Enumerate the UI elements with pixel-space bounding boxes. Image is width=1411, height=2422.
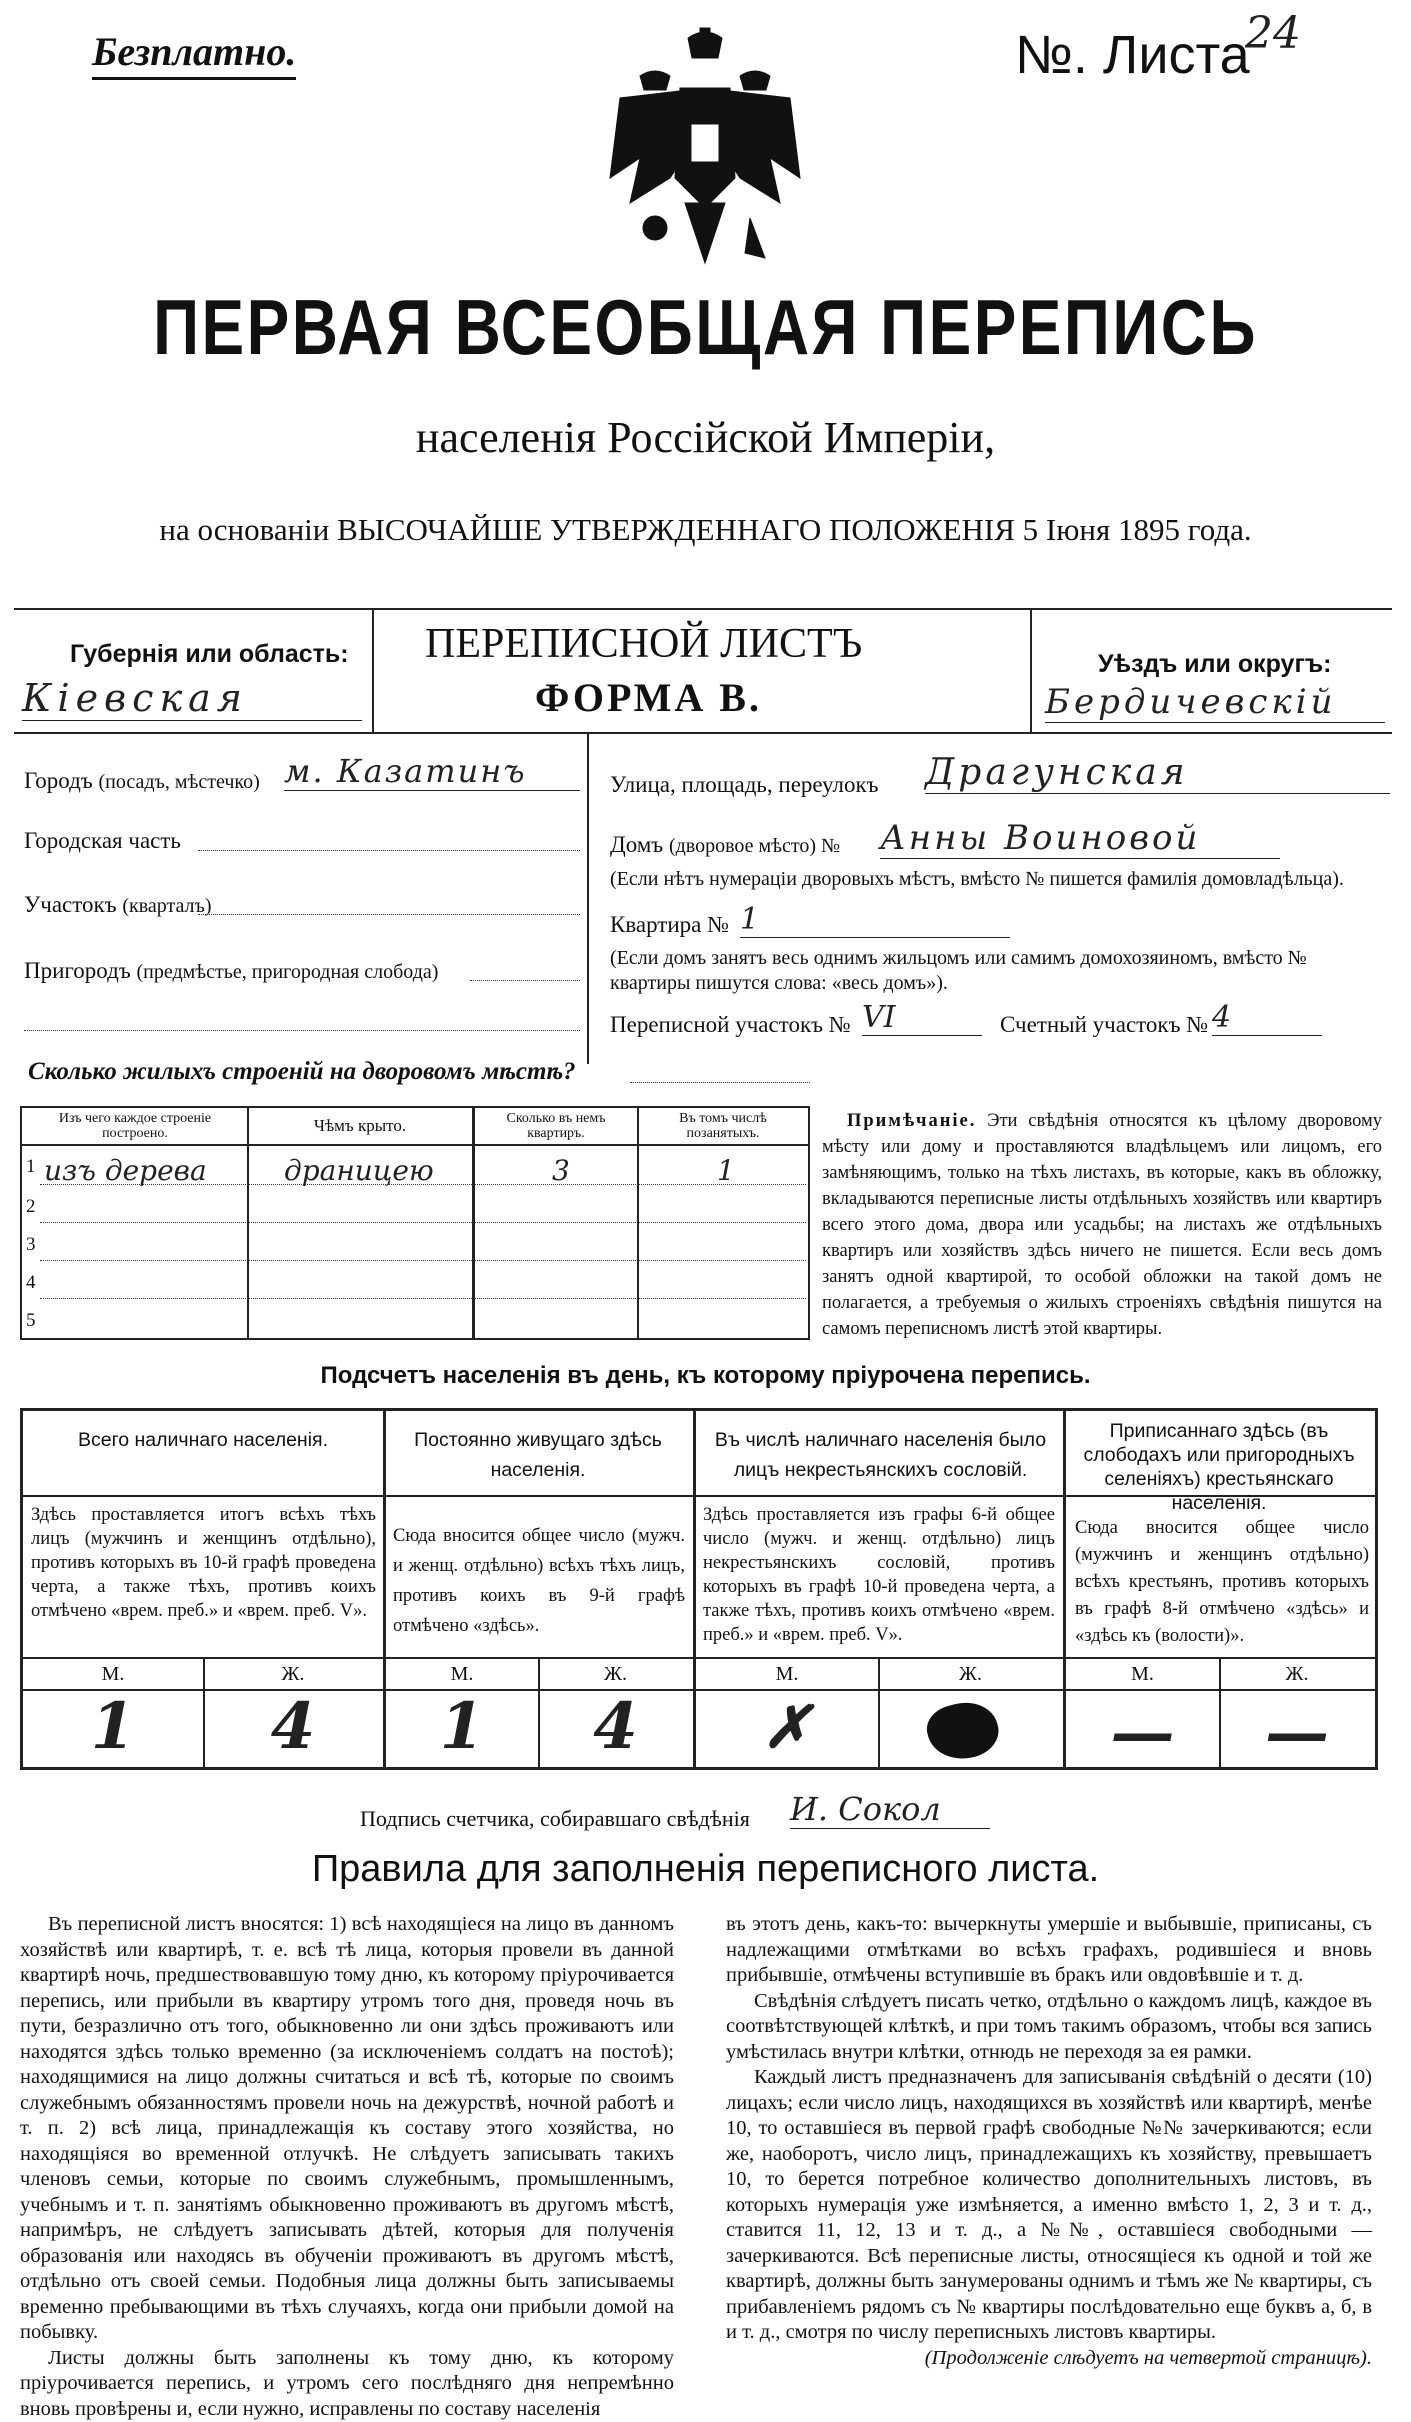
apartment-label: Квартира № <box>610 912 729 938</box>
row-line <box>40 1260 806 1261</box>
row-number: 5 <box>26 1310 36 1332</box>
pop-col4-header: Приписаннаго здѣсь (въ слободахъ или пригородныхъ селеніяхъ) крестьянскаго населенія. <box>1071 1419 1367 1515</box>
free-label: Безплатно. <box>92 28 296 80</box>
pop-col4-m-label: М. <box>1066 1663 1219 1686</box>
pop-col2-header: Постоянно живущаго здѣсь населенія. <box>403 1425 673 1485</box>
pop-col1-text: Здѣсь проставляется итогъ всѣхъ тѣхъ лицъ (мужчинъ и женщинъ отдѣльно), противъ которыхъ въ 10-й графѣ проведена черта, а также тѣхъ, противъ коихъ отмѣчено «врем. преб.» и «врем. преб. V». <box>31 1503 376 1623</box>
pop-col2-f-label: Ж. <box>538 1663 693 1686</box>
row-apartments: 3 <box>552 1154 570 1187</box>
street-value: Драгунская <box>925 752 1390 794</box>
pop-col4-f-value: — <box>1219 1695 1375 1770</box>
population-table <box>20 1408 1378 1770</box>
form-title: ПЕРЕПИСНОЙ ЛИСТЪ <box>425 620 862 668</box>
census-district-value: VI <box>862 1000 982 1036</box>
buildings-answer-field <box>630 1082 810 1083</box>
suburb-label: Пригородъ (предмѣстье, пригородная слобода) <box>24 958 438 984</box>
table-row <box>22 1304 808 1338</box>
table-row <box>22 1228 808 1266</box>
rules-column-1 <box>20 1912 674 2422</box>
ink-blot <box>922 1695 1004 1767</box>
buildings-question: Сколько жилыхъ строеній на дворовомъ мѣстѣ? <box>28 1058 576 1086</box>
table-row <box>22 1190 808 1228</box>
document-subtitle: населенія Россійской Имперіи, <box>0 412 1411 463</box>
row-material: изъ дерева <box>44 1154 207 1187</box>
census-district-label: Переписной участокъ № <box>610 1012 851 1038</box>
sheet-number-value: 24 <box>1245 8 1301 59</box>
row-line <box>40 1222 806 1223</box>
city-value: м. Казатинъ <box>284 752 580 791</box>
guberniya-value: Кіевская <box>22 676 362 721</box>
row-number: 2 <box>26 1196 36 1218</box>
row-line <box>40 1184 806 1185</box>
pop-col4-m-value: — <box>1066 1695 1219 1770</box>
uchastok-label: Участокъ (кварталъ) <box>24 892 212 918</box>
row-roof: драницею <box>284 1154 434 1187</box>
table-row <box>22 1152 808 1190</box>
buildings-header-apartments: Сколько въ немъ квартиръ. <box>478 1111 634 1141</box>
note-title: Примѣчаніе. <box>847 1111 976 1131</box>
street-label: Улица, площадь, переулокъ <box>610 772 879 798</box>
row-number: 3 <box>26 1234 36 1256</box>
pop-col3-m-value: ✗ <box>696 1693 878 1761</box>
divider <box>23 1657 1375 1659</box>
pop-col2-m-value: 1 <box>386 1689 538 1764</box>
pop-col1-f-value: 4 <box>203 1689 383 1764</box>
signature-value: И. Сокол <box>790 1790 990 1829</box>
signature-label: Подпись счетчика, собиравшаго свѣдѣнія <box>360 1806 750 1832</box>
buildings-header-occupied: Въ томъ числѣ позанятыхъ. <box>642 1111 804 1141</box>
apartment-note: (Если домъ занятъ весь однимъ жильцомъ или самимъ домохозяиномъ, вмѣсто № квартиры пишутся слова: «весь домъ»). <box>610 946 1390 996</box>
form-name: ФОРМА В. <box>535 674 762 721</box>
pop-col1-m-label: М. <box>23 1663 203 1686</box>
pop-col2-text: Сюда вносится общее число (мужч. и женщ. отдѣльно) всѣхъ тѣхъ лицъ, противъ коихъ въ 9-й графѣ отмѣчено «здѣсь». <box>393 1521 685 1641</box>
pop-col1-m-value: 1 <box>23 1689 203 1764</box>
double-headed-eagle-emblem <box>600 28 810 278</box>
divider <box>1030 608 1032 732</box>
divider <box>587 734 589 1064</box>
row-occupied: 1 <box>717 1154 735 1187</box>
row-line <box>40 1298 806 1299</box>
buildings-header-roof: Чѣмъ крыто. <box>252 1116 468 1136</box>
population-title: Подсчетъ населенія въ день, къ которому пріурочена перепись. <box>0 1362 1411 1390</box>
pop-col4-f-label: Ж. <box>1219 1663 1375 1686</box>
city-part-label: Городская часть <box>24 828 181 854</box>
rules-column-2 <box>726 1912 1372 2371</box>
pop-col3-f-label: Ж. <box>878 1663 1063 1686</box>
apartment-value: 1 <box>740 902 1010 938</box>
pop-col4-text: Сюда вносится общее число (мужчинъ и женщинъ отдѣльно) всѣхъ крестьянъ, противъ которыхъ въ графѣ 8-й отмѣчено «здѣсь» и «здѣсь къ (волости)». <box>1075 1515 1369 1650</box>
uchastok-field <box>198 914 580 915</box>
suburb-field-2 <box>24 1030 580 1031</box>
divider <box>372 608 374 732</box>
divider <box>14 732 1392 734</box>
house-label: Домъ (дворовое мѣсто) № <box>610 832 840 858</box>
pop-col3-m-label: М. <box>696 1663 878 1686</box>
buildings-header-material: Изъ чего каждое строеніе построено. <box>26 1111 244 1141</box>
rules-paragraph: въ этотъ день, какъ-то: вычеркнуты умершіе и выбывшіе, приписаны, съ надлежащими отмѣтками во всѣхъ графахъ, родившіеся и вновь прибывшіе, отмѣчены вступившіе въ бракъ или овдовѣвшіе и т. д. <box>726 1912 1372 1989</box>
note <box>822 1108 1382 1342</box>
row-number: 1 <box>26 1156 36 1178</box>
rules-paragraph: Свѣдѣнія слѣдуетъ писать четко, отдѣльно о каждомъ лицѣ, каждое въ соотвѣтствующей клѣткѣ, и при томъ такимъ образомъ, чтобы вся запись умѣстилась внутри клѣтки, отнюдь не переходя за ея рамки. <box>726 1989 1372 2066</box>
sheet-number-label: №. Листа <box>1015 24 1250 86</box>
rules-paragraph: Листы должны быть заполнены къ тому дню, къ которому пріурочивается перепись, и утромъ сего послѣдняго дня непремѣнно вновь провѣрены и, если нужно, исправлены по составу населенія <box>20 2346 674 2422</box>
divider <box>22 1144 808 1146</box>
table-row <box>22 1266 808 1304</box>
guberniya-label: Губернія или область: <box>70 640 349 669</box>
count-district-value: 4 <box>1212 1000 1322 1036</box>
pop-col3-text: Здѣсь проставляется изъ графы 6-й общее число (мужч. и женщ. отдѣльно) лицъ некрестьянскихъ сословій, противъ которыхъ въ графѣ 10-й проведена черта, а также тѣхъ, противъ коихъ отмѣчено «врем. преб.» и «врем. преб. V». <box>703 1503 1055 1647</box>
rules-continued: (Продолженіе слѣдуетъ на четвертой страницѣ). <box>726 2346 1372 2372</box>
city-part-field <box>198 850 580 851</box>
pop-col2-m-label: М. <box>386 1663 538 1686</box>
pop-col1-header: Всего наличнаго населенія. <box>53 1425 353 1455</box>
house-note: (Если нѣтъ нумераціи дворовыхъ мѣстъ, вмѣсто № пишется фамилія домовладѣльца). <box>610 868 1390 891</box>
document-title: ПЕРВАЯ ВСЕОБЩАЯ ПЕРЕПИСЬ <box>127 282 1284 373</box>
document-basis: на основаніи ВЫСОЧАЙШЕ УТВЕРЖДЕННАГО ПОЛОЖЕНІЯ 5 Іюня 1895 года. <box>0 512 1411 548</box>
uezd-value: Бердичевскій <box>1045 682 1385 723</box>
pop-col3-header: Въ числѣ наличнаго населенія было лицъ некрестьянскихъ сословій. <box>703 1425 1058 1485</box>
buildings-table <box>20 1106 810 1340</box>
rules-title: Правила для заполненія переписного листа. <box>0 1848 1411 1891</box>
count-district-label: Счетный участокъ № <box>1000 1012 1208 1038</box>
pop-col2-f-value: 4 <box>538 1689 693 1764</box>
rules-paragraph: Каждый листъ предназначенъ для записыванія свѣдѣній о десяти (10) лицахъ; если число лицъ, находящихся въ хозяйствѣ или квартирѣ, менѣе 10, то оставшіеся въ первой графѣ свободные №№ зачеркиваются; если же, наоборотъ, число лицъ, принадлежащихъ къ хозяйству, превышаетъ 10, то берется потребное количество дополнительныхъ листовъ, въ которыхъ нумерація уже измѣняется, а именно вмѣсто 1, 2, 3 и т. д., ставится 11, 12, 13 и т. д., а №№, оставшіеся свободными — зачеркиваются. Всѣ переписные листы, относящіеся къ одной и той же квартирѣ, должны быть занумерованы однимъ и тѣмъ же № квартиры, съ прибавленіемъ рядомъ съ № квартиры послѣдовательно еще буквъ а, б, в и т. д., смотря по числу переписныхъ листовъ квартиры. <box>726 2065 1372 2346</box>
city-label: Городъ (посадъ, мѣстечко) <box>24 768 260 794</box>
uezd-label: Уѣздъ или округъ: <box>1098 650 1331 679</box>
rules-paragraph: Въ переписной листъ вносятся: 1) всѣ находящіеся на лицо въ данномъ хозяйствѣ или квартирѣ, т. е. всѣ тѣ лица, которыя провели въ данной квартирѣ ночь, предшествовавшую тому дню, къ которому пріурочивается перепись, или прибыли въ квартиру утромъ того дня, проведя ночь въ пути, безразлично отъ того, обыкновенно ли они здѣсь проживаютъ или находятся здѣсь только временно (за исключеніемъ солдатъ на постоѣ); находящимися на лицо должны считаться и всѣ тѣ, которые по своимъ служебнымъ обязанностямъ провели ночь на дежурствѣ, ночной работѣ и т. п. 2) всѣ лица, принадлежащія къ составу этого хозяйства, но находящіяся во временной отлучкѣ. Не слѣдуетъ записывать такихъ членовъ семьи, которые по своимъ служебнымъ, промышленнымъ, учебнымъ и т. п. занятіямъ обыкновенно проживаютъ въ другомъ мѣстѣ, напримѣръ, не слѣдуетъ записывать дѣтей, которыя для полученія образованія или находясь въ обученіи проживаютъ въ другомъ мѣстѣ, отдѣльно отъ своей семьи. Подобныя лица должны быть записываемы временно пребывающими въ тѣхъ случаяхъ, когда они прибыли домой на побывку. <box>20 1912 674 2346</box>
row-number: 4 <box>26 1272 36 1294</box>
house-value: Анны Воиновой <box>880 818 1280 859</box>
divider <box>14 608 1392 610</box>
pop-col1-f-label: Ж. <box>203 1663 383 1686</box>
suburb-field <box>470 980 580 981</box>
note-text: Эти свѣдѣнія относятся къ цѣлому дворовому мѣсту или дому и проставляются владѣльцемъ или лицомъ, его замѣняющимъ, только на тѣхъ листахъ, въ которые, какъ въ обложку, вкладываются переписные листы отдѣльныхъ хозяйствъ или квартиръ всего этого дома, двора или усадьбы; на листахъ же отдѣльныхъ квартиръ или хозяйствъ здѣсь ничего не пишется. Если весь домъ занятъ одной квартирой, то особой обложки на такой домъ не полагается, а требуемыя о жилыхъ строеніяхъ свѣдѣнія пишутся на самомъ переписномъ листѣ этой квартиры. <box>822 1111 1382 1339</box>
